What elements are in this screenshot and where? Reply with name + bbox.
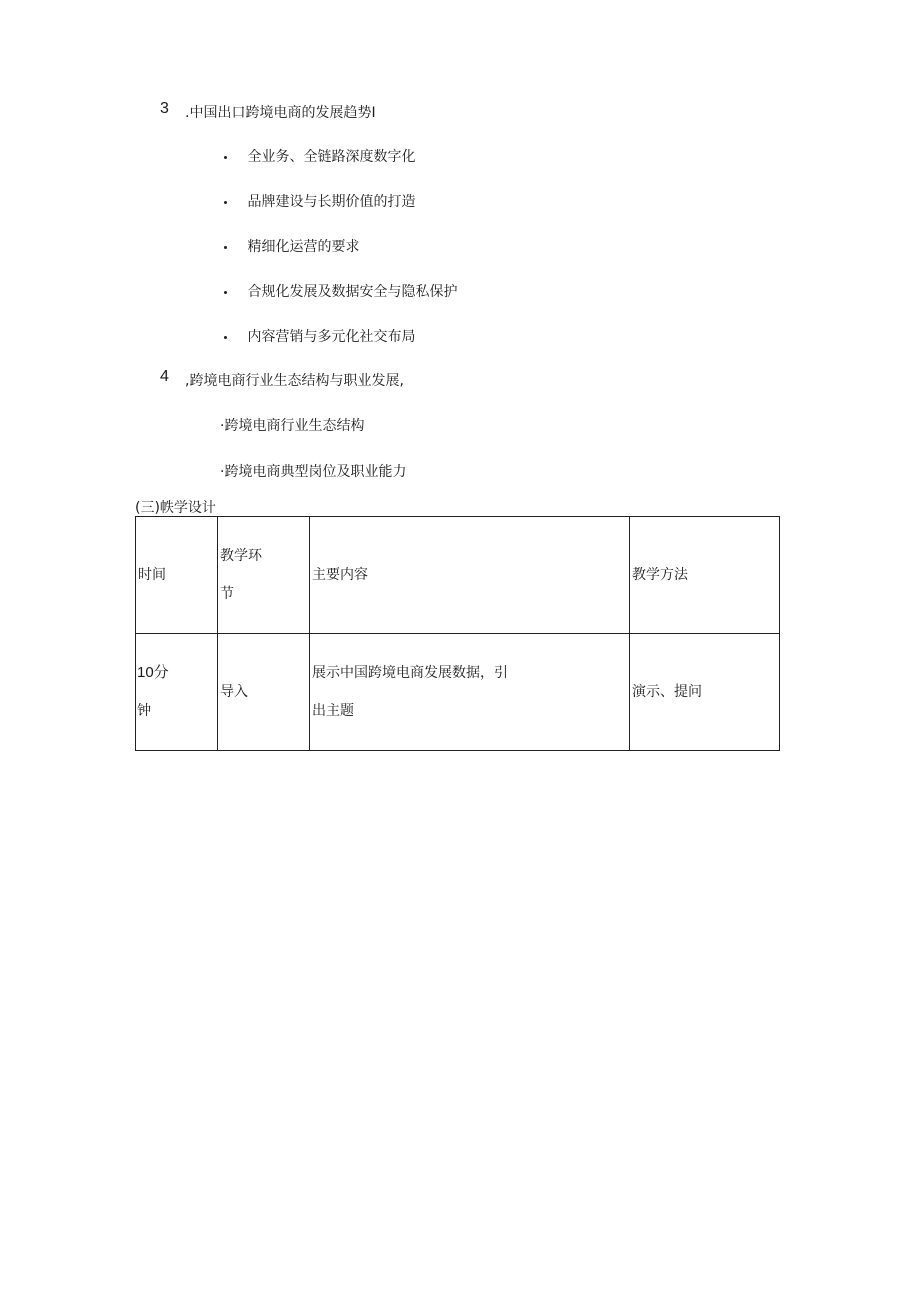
header-stage: 教学环 节 [218,517,310,634]
header-time: 时间 [136,517,218,634]
cell-stage: 导入 [218,634,310,751]
section-4-number: 4 [160,368,169,385]
list-item: 内容营销与多元化社交布局 [224,326,415,346]
cell-time: 10分 钟 [136,634,218,751]
bullet-icon [224,246,227,249]
header-content: 主要内容 [310,517,630,634]
section-3-number: 3 [160,100,169,117]
cell-method: 演示、提问 [630,634,780,751]
lesson-design-table [135,516,780,751]
table-row [136,634,780,751]
subsection-title: (三)帙学设计 [135,500,216,516]
list-item: 全业务、全链路深度数字化 [224,146,415,166]
bullet-icon [224,291,227,294]
bullet-icon [224,156,227,159]
list-item: ·跨境电商典型岗位及职业能力 [220,464,407,480]
list-item: 精细化运营的要求 [224,236,359,256]
header-method: 教学方法 [630,517,780,634]
section-3-title: .中国出口跨境电商的发展趋势I [185,105,376,121]
table-header-row [136,517,780,634]
section-4-title: ,跨境电商行业生态结构与职业发展, [185,373,404,389]
bullet-icon [224,201,227,204]
bullet-icon [224,336,227,339]
cell-content: 展示中国跨境电商发展数据，引 出主题 [310,634,630,751]
list-item: 品牌建设与长期价值的打造 [224,191,415,211]
list-item: 合规化发展及数据安全与隐私保护 [224,281,457,301]
list-item: ·跨境电商行业生态结构 [220,418,365,434]
